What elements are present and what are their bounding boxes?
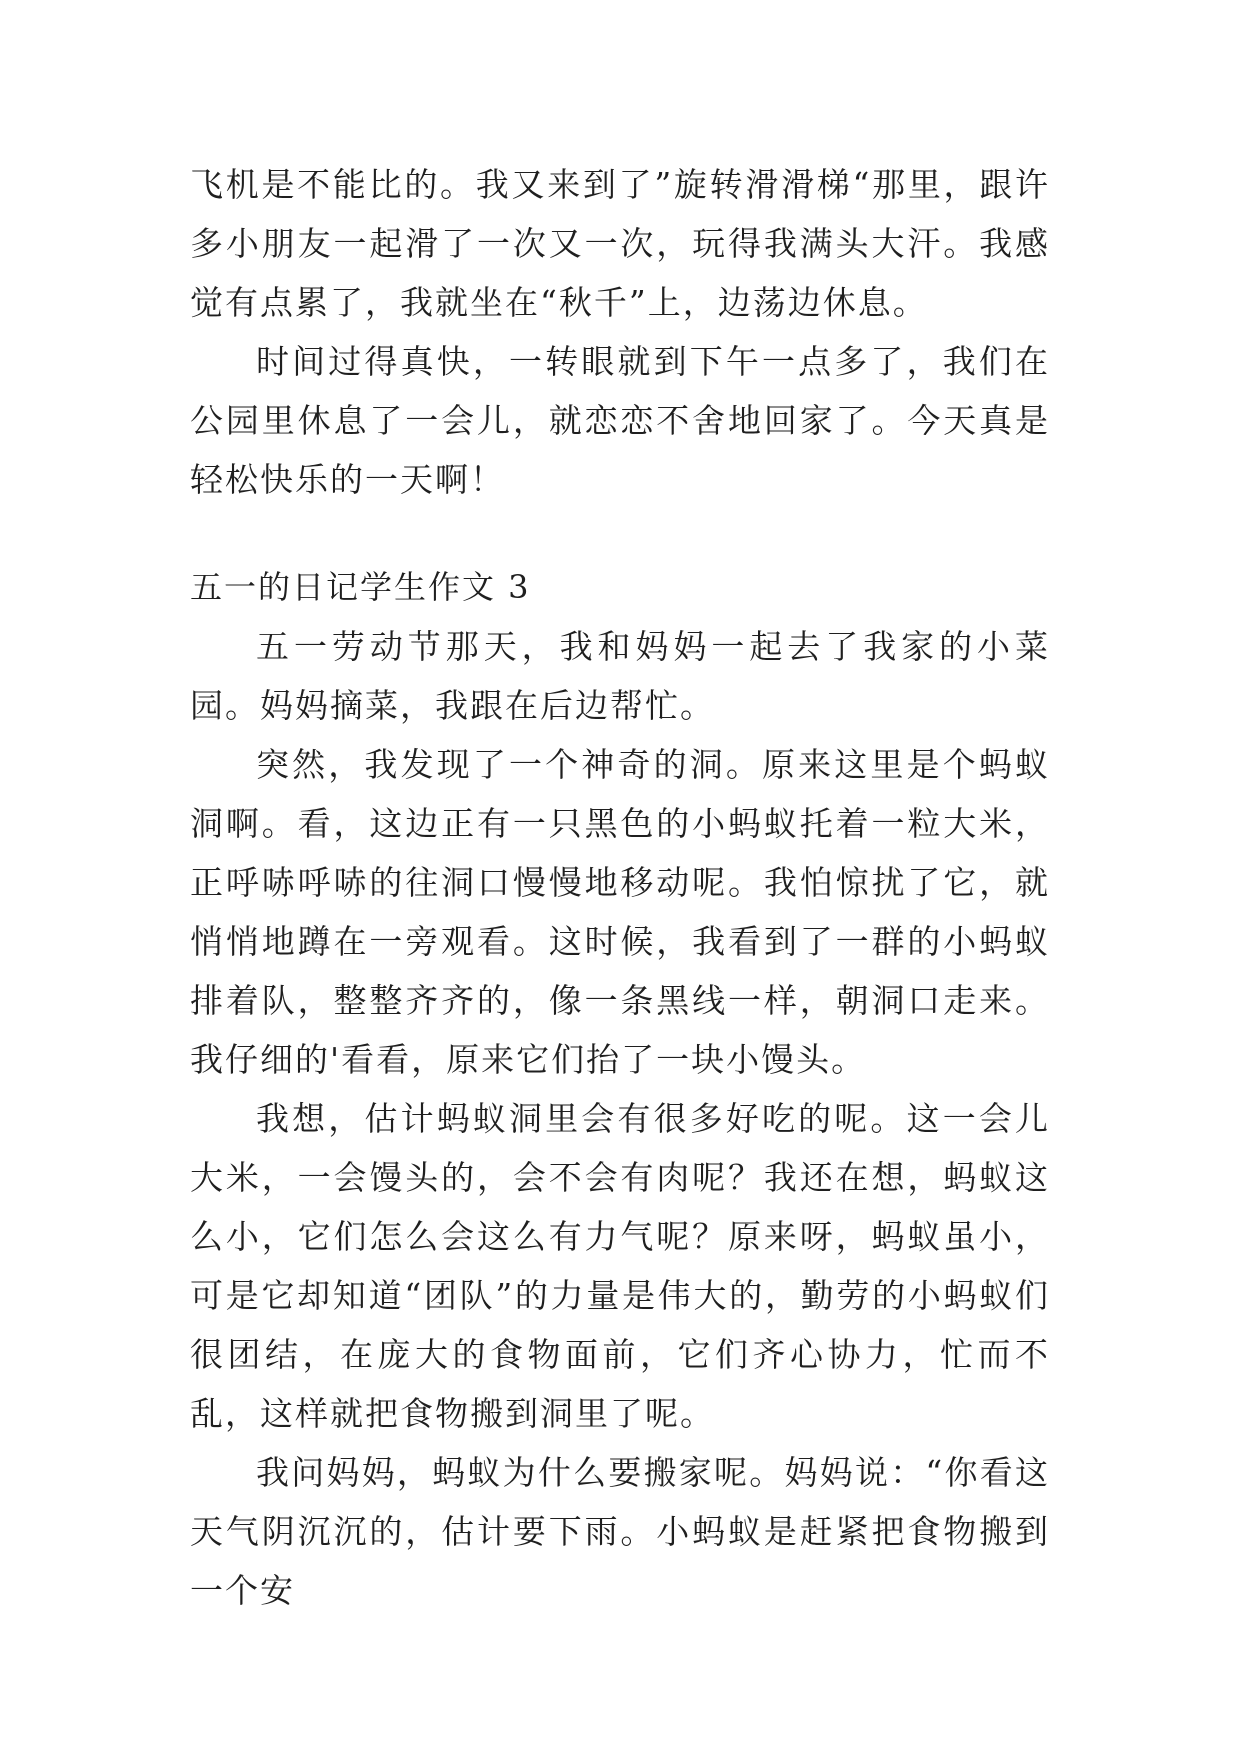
essay-heading: 五一的日记学生作文 3	[190, 568, 531, 606]
paragraph-continued: 飞机是不能比的。我又来到了”旋转滑滑梯“那里，跟许多小朋友一起滑了一次又一次，玩得我满头大汗。我感觉有点累了，我就坐在“秋千”上，边荡边休息。	[190, 165, 1050, 322]
paragraph: 时间过得真快，一转眼就到下午一点多了，我们在公园里休息了一会儿，就恋恋不舍地回家了。今天真是轻松快乐的一天啊！	[190, 342, 1050, 499]
paragraph: 我想，估计蚂蚁洞里会有很多好吃的呢。这一会儿大米，一会馒头的，会不会有肉呢？我还在想，蚂蚁这么小，它们怎么会这么有力气呢？原来呀，蚂蚁虽小，可是它却知道“团队”的力量是伟大的，勤劳的小蚂蚁们很团结，在庞大的食物面前，它们齐心协力，忙而不乱，这样就把食物搬到洞里了呢。	[190, 1099, 1050, 1433]
paragraph: 我问妈妈，蚂蚁为什么要搬家呢。妈妈说：“你看这天气阴沉沉的，估计要下雨。小蚂蚁是赶紧把食物搬到一个安	[190, 1453, 1050, 1610]
document-body	[190, 155, 1050, 1620]
paragraph: 五一劳动节那天，我和妈妈一起去了我家的小菜园。妈妈摘菜，我跟在后边帮忙。	[190, 627, 1050, 725]
paragraph: 突然，我发现了一个神奇的洞。原来这里是个蚂蚁洞啊。看，这边正有一只黑色的小蚂蚁托着一粒大米，正呼哧呼哧的往洞口慢慢地移动呢。我怕惊扰了它，就悄悄地蹲在一旁观看。这时候，我看到了一群的小蚂蚁排着队，整整齐齐的，像一条黑线一样，朝洞口走来。我仔细的'看看，原来它们抬了一块小馒头。	[190, 745, 1050, 1079]
